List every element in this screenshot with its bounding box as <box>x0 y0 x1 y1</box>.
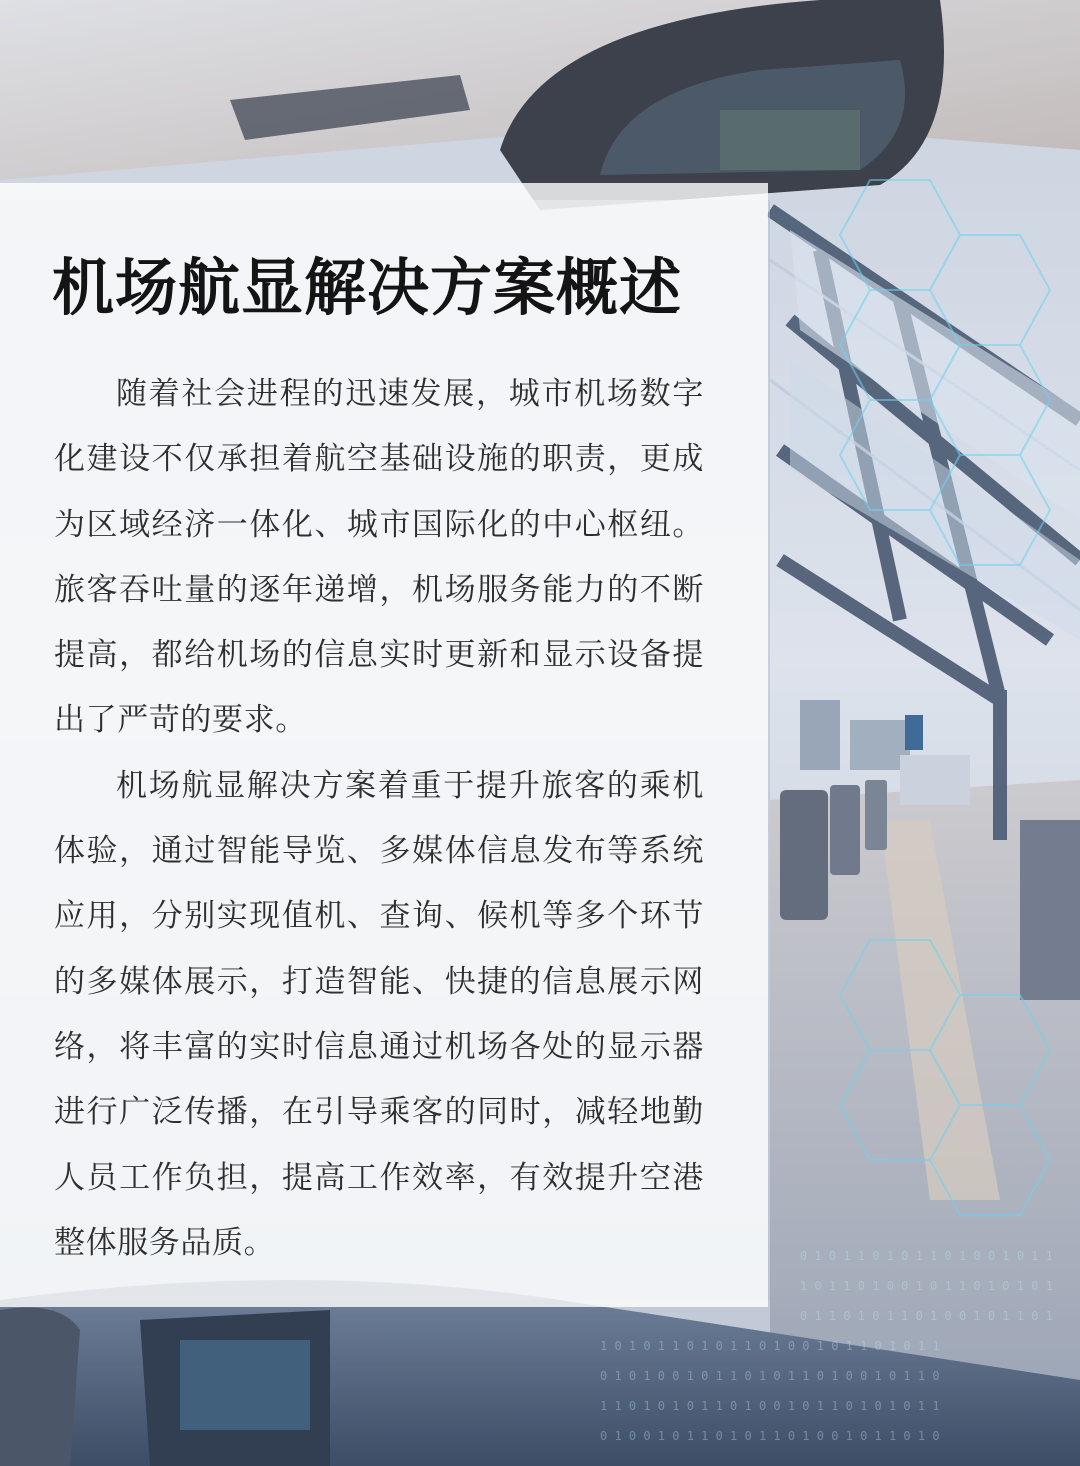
article-paragraph-2: 机场航显解决方案着重于提升旅客的乘机体验，通过智能导览、多媒体信息发布等系统应用，分别实现值机、查询、候机等多个环节的多媒体展示，打造智能、快捷的信息展示网络，将丰富的实时信息通过机场各处的显示器进行广泛传播，在引导乘客的同时，减轻地勤人员工作负担，提高工作效率，有效提升空港整体服务品质。 <box>54 767 704 1261</box>
article-paragraph-1: 随着社会进程的迅速发展，城市机场数字化建设不仅承担着航空基础设施的职责，更成为区域经济一体化、城市国际化的中心枢纽。旅客吞吐量的逐年递增，机场服务能力的不断提高，都给机场的信息实时更新和显示设备提出了严苛的要求。 <box>54 376 704 739</box>
svg-text:0 1 0 1 0 0 1 0 1 1 0 1 0 1 1: 0 1 0 1 0 0 1 0 1 1 0 1 0 1 1 0 1 0 0 1 0 1 1 0 <box>600 1369 940 1383</box>
svg-text:0 1 0 1 1 0 1 0 1 1 0 1 0 0 1: 0 1 0 1 1 0 1 0 1 1 0 1 0 0 1 0 1 1 <box>800 1249 1053 1263</box>
article-body <box>54 362 704 1276</box>
svg-text:1 0 1 1 0 1 0 0 1 0 1 1 0 1 0: 1 0 1 1 0 1 0 0 1 0 1 1 0 1 0 1 0 1 <box>800 1279 1053 1293</box>
svg-text:1 1 0 1 0 1 0 1 1 0 1 0 0 1 0: 1 1 0 1 0 1 0 1 1 0 1 0 0 1 0 1 1 0 1 0 1 0 1 1 <box>600 1399 940 1413</box>
svg-text:1 0 1 0 1 1 0 1 0 1 1 0 1 0 0: 1 0 1 0 1 1 0 1 0 1 1 0 1 0 0 1 0 1 1 0 1 0 1 1 <box>600 1339 940 1353</box>
svg-text:0 1 1 0 1 0 1 1 0 1 0 0 1 0 1: 0 1 1 0 1 0 1 1 0 1 0 0 1 0 1 1 0 1 <box>800 1309 1053 1323</box>
svg-text:0 1 0 0 1 0 1 1 0 1 0 1 1 0 1: 0 1 0 0 1 0 1 1 0 1 0 1 1 0 1 0 0 1 0 1 1 0 1 0 <box>600 1429 940 1443</box>
page-title: 机场航显解决方案概述 <box>52 251 683 324</box>
